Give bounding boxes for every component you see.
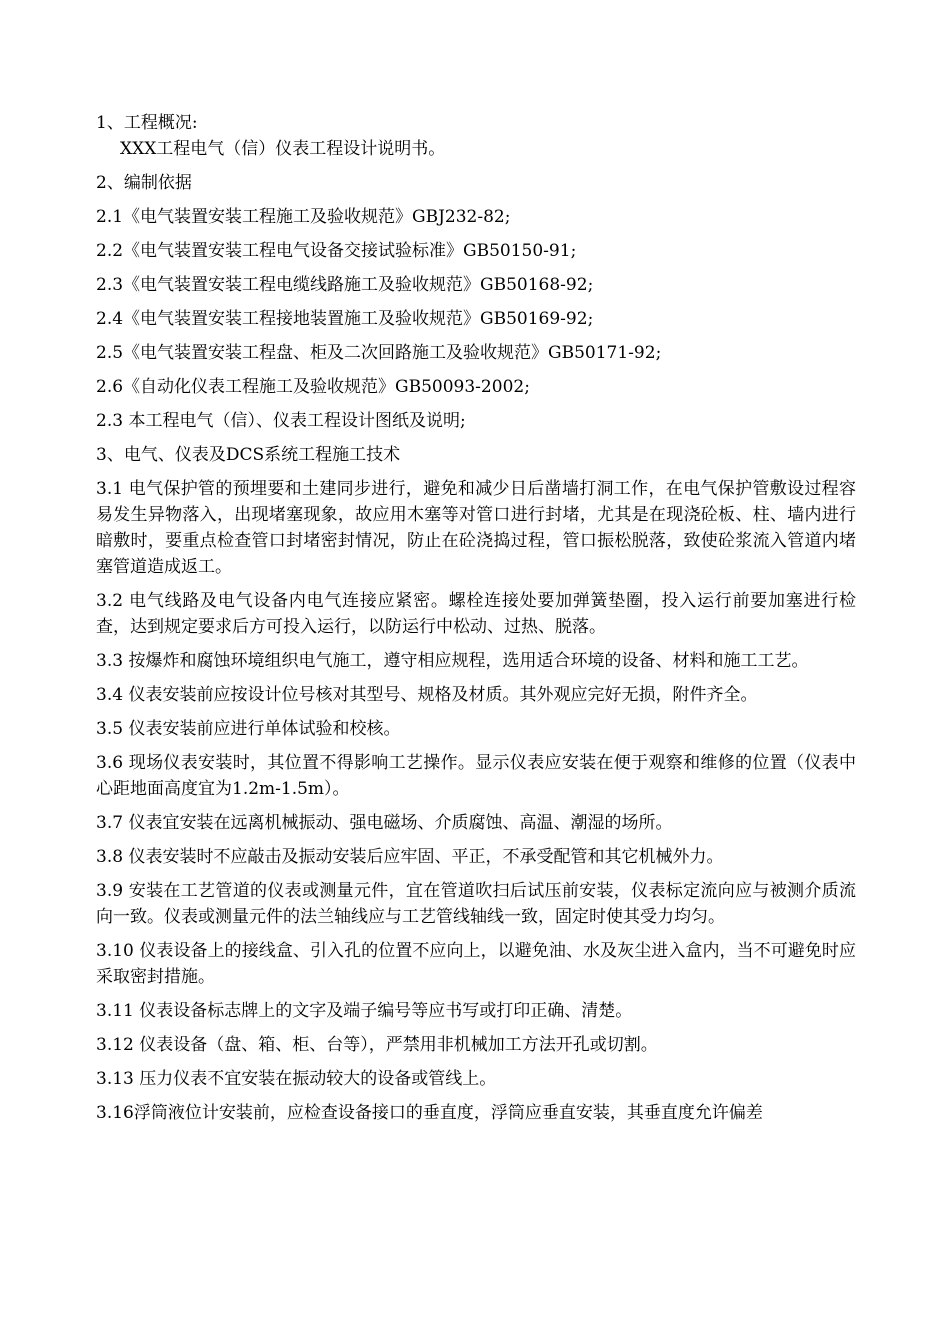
technique-item: 3.13 压力仪表不宜安装在振动较大的设备或管线上。 bbox=[96, 1069, 497, 1089]
reference-item: 2.1《电气装置安装工程施工及验收规范》GBJ232-82; bbox=[96, 207, 511, 227]
reference-item: 2.3《电气装置安装工程电缆线路施工及验收规范》GB50168-92; bbox=[96, 275, 594, 295]
section-heading-basis: 2、编制依据 bbox=[96, 173, 192, 193]
technique-item: 3.9 安装在工艺管道的仪表或测量元件，宜在管道吹扫后试压前安装，仪表标定流向应与被测介质流向一致。仪表或测量元件的法兰轴线应与工艺管线轴线一致，固定时使其受力均匀。 bbox=[96, 881, 856, 927]
reference-item: 2.5《电气装置安装工程盘、柜及二次回路施工及验收规范》GB50171-92; bbox=[96, 343, 662, 363]
reference-item: 2.4《电气装置安装工程接地装置施工及验收规范》GB50169-92; bbox=[96, 309, 594, 329]
section-heading-overview: 1、工程概况: bbox=[96, 113, 198, 133]
technique-item: 3.10 仪表设备上的接线盒、引入孔的位置不应向上，以避免油、水及灰尘进入盒内，当不可避免时应采取密封措施。 bbox=[96, 941, 856, 987]
document-body bbox=[96, 110, 856, 1126]
technique-item: 3.8 仪表安装时不应敲击及振动安装后应牢固、平正，不承受配管和其它机械外力。 bbox=[96, 847, 724, 867]
technique-item: 3.6 现场仪表安装时，其位置不得影响工艺操作。显示仪表应安装在便于观察和维修的位置（仪表中心距地面高度宜为1.2m-1.5m）。 bbox=[96, 753, 856, 799]
reference-item: 2.3 本工程电气（信）、仪表工程设计图纸及说明; bbox=[96, 411, 466, 431]
reference-item: 2.6《自动化仪表工程施工及验收规范》GB50093-2002; bbox=[96, 377, 530, 397]
overview-text: XXX工程电气（信）仪表工程设计说明书。 bbox=[120, 139, 446, 159]
technique-item: 3.16浮筒液位计安装前，应检查设备接口的垂直度，浮筒应垂直安装，其垂直度允许偏差 bbox=[96, 1103, 763, 1123]
technique-item: 3.1 电气保护管的预埋要和土建同步进行，避免和减少日后凿墙打洞工作，在电气保护管敷设过程容易发生异物落入，出现堵塞现象，故应用木塞等对管口进行封堵，尤其是在现浇砼板、柱、墙内进行暗敷时，要重点检查管口封堵密封情况，防止在砼浇捣过程，管口振松脱落，致使砼浆流入管道内堵塞管道造成返工。 bbox=[96, 479, 856, 577]
reference-item: 2.2《电气装置安装工程电气设备交接试验标准》GB50150-91; bbox=[96, 241, 577, 261]
technique-item: 3.12 仪表设备（盘、箱、柜、台等），严禁用非机械加工方法开孔或切割。 bbox=[96, 1035, 658, 1055]
technique-item: 3.4 仪表安装前应按设计位号核对其型号、规格及材质。其外观应完好无损，附件齐全。 bbox=[96, 685, 758, 705]
technique-item: 3.5 仪表安装前应进行单体试验和校核。 bbox=[96, 719, 401, 739]
technique-item: 3.7 仪表宜安装在远离机械振动、强电磁场、介质腐蚀、高温、潮湿的场所。 bbox=[96, 813, 673, 833]
technique-item: 3.2 电气线路及电气设备内电气连接应紧密。螺栓连接处要加弹簧垫圈，投入运行前要加塞进行检查，达到规定要求后方可投入运行，以防运行中松动、过热、脱落。 bbox=[96, 591, 856, 637]
technique-item: 3.3 按爆炸和腐蚀环境组织电气施工，遵守相应规程，选用适合环境的设备、材料和施工工艺。 bbox=[96, 651, 809, 671]
section-heading-technique: 3、电气、仪表及DCS系统工程施工技术 bbox=[96, 445, 401, 465]
technique-item: 3.11 仪表设备标志牌上的文字及端子编号等应书写或打印正确、清楚。 bbox=[96, 1001, 633, 1021]
